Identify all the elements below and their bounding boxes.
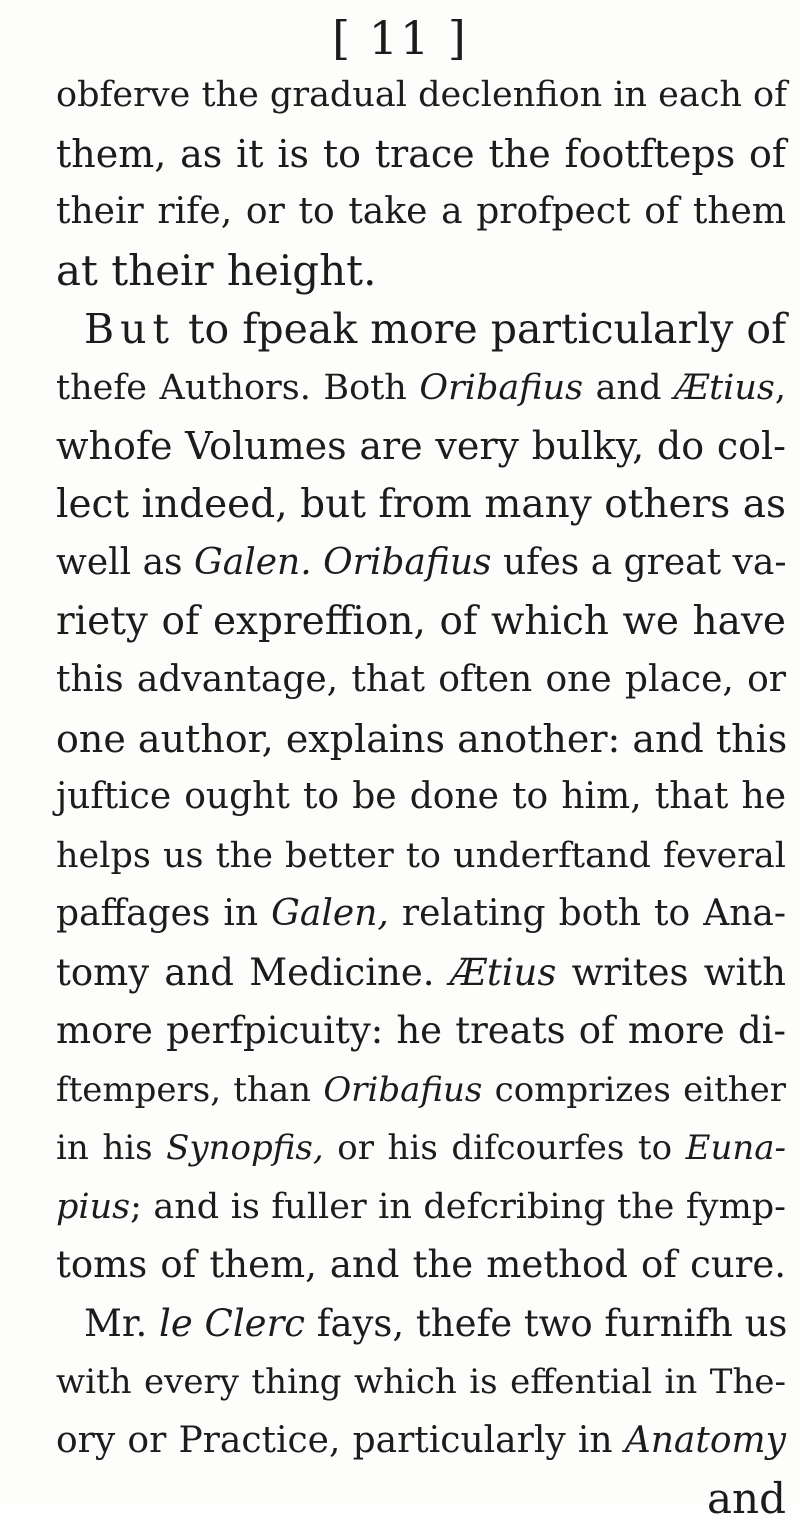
page-number: [ 11 ] bbox=[332, 11, 468, 65]
text-line-21: toms of them, and the method of cure. bbox=[56, 1243, 786, 1286]
text-line-15: paffages in Galen, relating both to Ana- bbox=[56, 893, 786, 934]
text-line-24: ory or Practice, particularly in Anatomy bbox=[56, 1419, 786, 1461]
catchword: and bbox=[707, 1474, 786, 1523]
text-line-17: more perfpicuity: he treats of more di- bbox=[56, 1009, 786, 1052]
text-line-22: Mr. le Clerc fays, thefe two furnifh us bbox=[84, 1301, 788, 1345]
text-line-5: But to fpeak more particularly of bbox=[84, 305, 787, 353]
text-line-20: pius; and is fuller in defcribing the fymp- bbox=[56, 1186, 786, 1227]
small-caps-word: But bbox=[84, 305, 176, 353]
text-line-3: their rife, or to take a profpect of them bbox=[56, 191, 786, 232]
text-line-7: whofe Volumes are very bulky, do col- bbox=[56, 424, 786, 468]
text-line-23: with every thing which is effential in The- bbox=[56, 1362, 786, 1402]
text-line-9: well as Galen. Oribafius ufes a great va- bbox=[56, 542, 787, 583]
text-line-13: juftice ought to be done to him, that he bbox=[56, 776, 786, 817]
text-line-16: tomy and Medicine. Ætius writes with bbox=[56, 950, 786, 994]
text-line-6: thefe Authors. Both Oribafius and Ætius, bbox=[56, 367, 786, 408]
text-line-4: at their height. bbox=[56, 245, 377, 295]
text-line-19: in his Synopfis, or his difcourfes to Euna- bbox=[56, 1128, 787, 1168]
text-line-2: them, as it is to trace the footfteps of bbox=[56, 131, 786, 176]
text-line-18: ftempers, than Oribafius comprizes either bbox=[56, 1069, 786, 1110]
body-text bbox=[56, 66, 786, 1529]
text-line-1: obferve the gradual declenfion in each of bbox=[56, 75, 788, 115]
text-line-10: riety of expreffion, of which we have bbox=[56, 598, 786, 644]
text-line-12: one author, explains another: and this bbox=[56, 716, 788, 761]
text-line-11: this advantage, that often one place, or bbox=[56, 659, 786, 700]
text-line-8: lect indeed, but from many others as bbox=[56, 481, 786, 527]
text-line-14: helps us the better to underftand feveral bbox=[56, 835, 786, 876]
